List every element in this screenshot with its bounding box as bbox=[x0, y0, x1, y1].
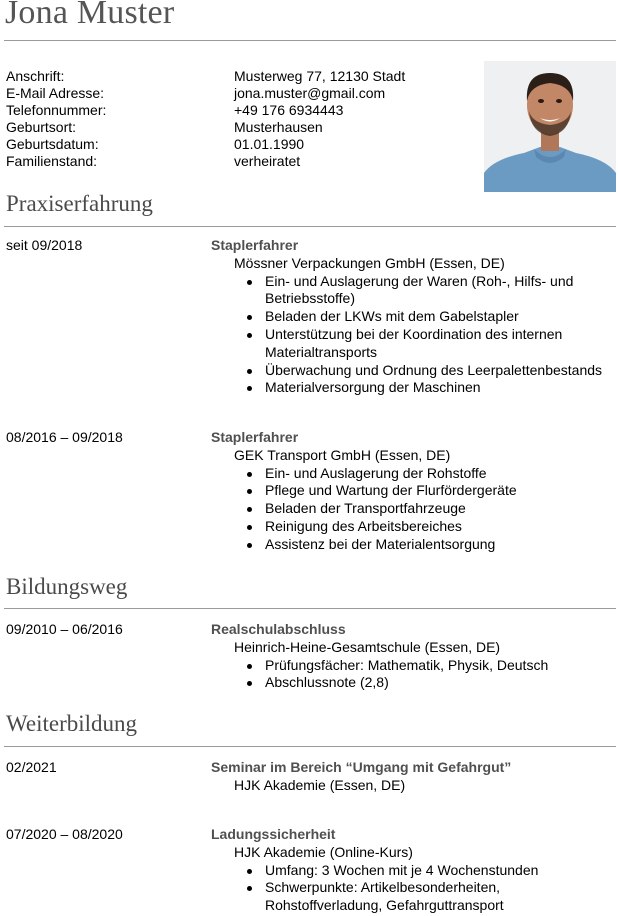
entry-date: 08/2016 – 09/2018 bbox=[6, 429, 123, 445]
personal-value: Musterweg 77, 12130 Stadt bbox=[234, 68, 406, 84]
personal-label: E-Mail Adresse: bbox=[6, 85, 105, 101]
personal-row-email bbox=[6, 85, 405, 102]
training-entry-2 bbox=[6, 826, 614, 915]
entry-organization: HJK Akademie (Essen, DE) bbox=[234, 776, 406, 793]
profile-photo bbox=[484, 61, 616, 192]
personal-value: 01.01.1990 bbox=[234, 136, 305, 152]
bullet-item: Ein- und Auslagerung der Rohstoffe bbox=[265, 465, 614, 483]
bullet-item: Überwachung und Ordnung des Leerpalettenbestands bbox=[265, 362, 614, 380]
entry-organization: Heinrich-Heine-Gesamtschule (Essen, DE) bbox=[234, 638, 501, 655]
portrait-illustration bbox=[484, 61, 616, 192]
personal-label: Geburtsdatum: bbox=[6, 136, 99, 152]
entry-bullets bbox=[6, 862, 614, 915]
education-entry-1 bbox=[6, 621, 614, 692]
personal-info bbox=[6, 68, 405, 170]
personal-value: Musterhausen bbox=[234, 119, 323, 135]
experience-entry-2 bbox=[6, 429, 614, 554]
bullet-item: Ein- und Auslagerung der Waren (Roh-, Hilfs- und Betriebsstoffe) bbox=[265, 273, 614, 309]
bullet-item: Pflege und Wartung der Flurfördergeräte bbox=[265, 482, 614, 500]
bullet-item: Materialversorgung der Maschinen bbox=[265, 379, 614, 397]
entry-bullets bbox=[6, 273, 614, 398]
cv-name: Jona Muster bbox=[5, 0, 175, 31]
personal-label: Anschrift: bbox=[6, 68, 65, 84]
bullet-item: Reinigung des Arbeitsbereiches bbox=[265, 518, 614, 536]
entry-date: 07/2020 – 08/2020 bbox=[6, 826, 123, 842]
personal-value: verheiratet bbox=[234, 153, 301, 169]
name-divider bbox=[4, 40, 616, 41]
bullet-item: Assistenz bei der Materialentsorgung bbox=[265, 536, 614, 554]
entry-date: 02/2021 bbox=[6, 759, 57, 775]
entry-bullets bbox=[6, 657, 614, 693]
entry-organization: Mössner Verpackungen GmbH (Essen, DE) bbox=[234, 254, 505, 271]
bullet-item: Umfang: 3 Wochen mit je 4 Wochenstunden bbox=[265, 862, 614, 880]
personal-value: jona.muster@gmail.com bbox=[234, 85, 386, 101]
personal-label: Familienstand: bbox=[6, 153, 98, 169]
personal-row-phone bbox=[6, 102, 405, 119]
bullet-item: Unterstützung bei der Koordination des internen Materialtransports bbox=[265, 326, 614, 362]
experience-entry-1 bbox=[6, 237, 614, 397]
entry-title: Ladungssicherheit bbox=[211, 826, 336, 842]
entry-title: Staplerfahrer bbox=[211, 429, 299, 445]
section-divider bbox=[4, 226, 616, 227]
personal-row-address bbox=[6, 68, 405, 85]
entry-organization: GEK Transport GmbH (Essen, DE) bbox=[234, 446, 451, 463]
personal-value: +49 176 6934443 bbox=[234, 102, 344, 118]
entry-date: seit 09/2018 bbox=[6, 237, 83, 253]
personal-row-birthplace bbox=[6, 119, 405, 136]
entry-title: Seminar im Bereich “Umgang mit Gefahrgut” bbox=[211, 759, 512, 775]
section-divider bbox=[4, 608, 616, 609]
section-title-weiterbildung: Weiterbildung bbox=[6, 711, 138, 736]
entry-date: 09/2010 – 06/2016 bbox=[6, 621, 123, 637]
personal-row-marital-status bbox=[6, 153, 405, 170]
bullet-item: Schwerpunkte: Artikelbesonderheiten, Rohstoffverladung, Gefahrguttransport bbox=[265, 879, 614, 915]
entry-title: Staplerfahrer bbox=[211, 237, 299, 253]
entry-title: Realschulabschluss bbox=[211, 621, 346, 637]
section-title-praxiserfahrung: Praxiserfahrung bbox=[6, 191, 153, 216]
entry-bullets bbox=[6, 465, 614, 554]
bullet-item: Abschlussnote (2,8) bbox=[265, 674, 614, 692]
bullet-item: Beladen der Transportfahrzeuge bbox=[265, 500, 614, 518]
bullet-item: Beladen der LKWs mit dem Gabelstapler bbox=[265, 308, 614, 326]
section-title-bildungsweg: Bildungsweg bbox=[6, 574, 128, 599]
entry-organization: HJK Akademie (Online-Kurs) bbox=[234, 843, 413, 860]
personal-label: Telefonnummer: bbox=[6, 102, 107, 118]
bullet-item: Prüfungsfächer: Mathematik, Physik, Deutsch bbox=[265, 657, 614, 675]
personal-label: Geburtsort: bbox=[6, 119, 77, 135]
personal-row-birthdate bbox=[6, 136, 405, 153]
training-entry-1 bbox=[6, 759, 614, 795]
section-divider bbox=[4, 746, 616, 747]
